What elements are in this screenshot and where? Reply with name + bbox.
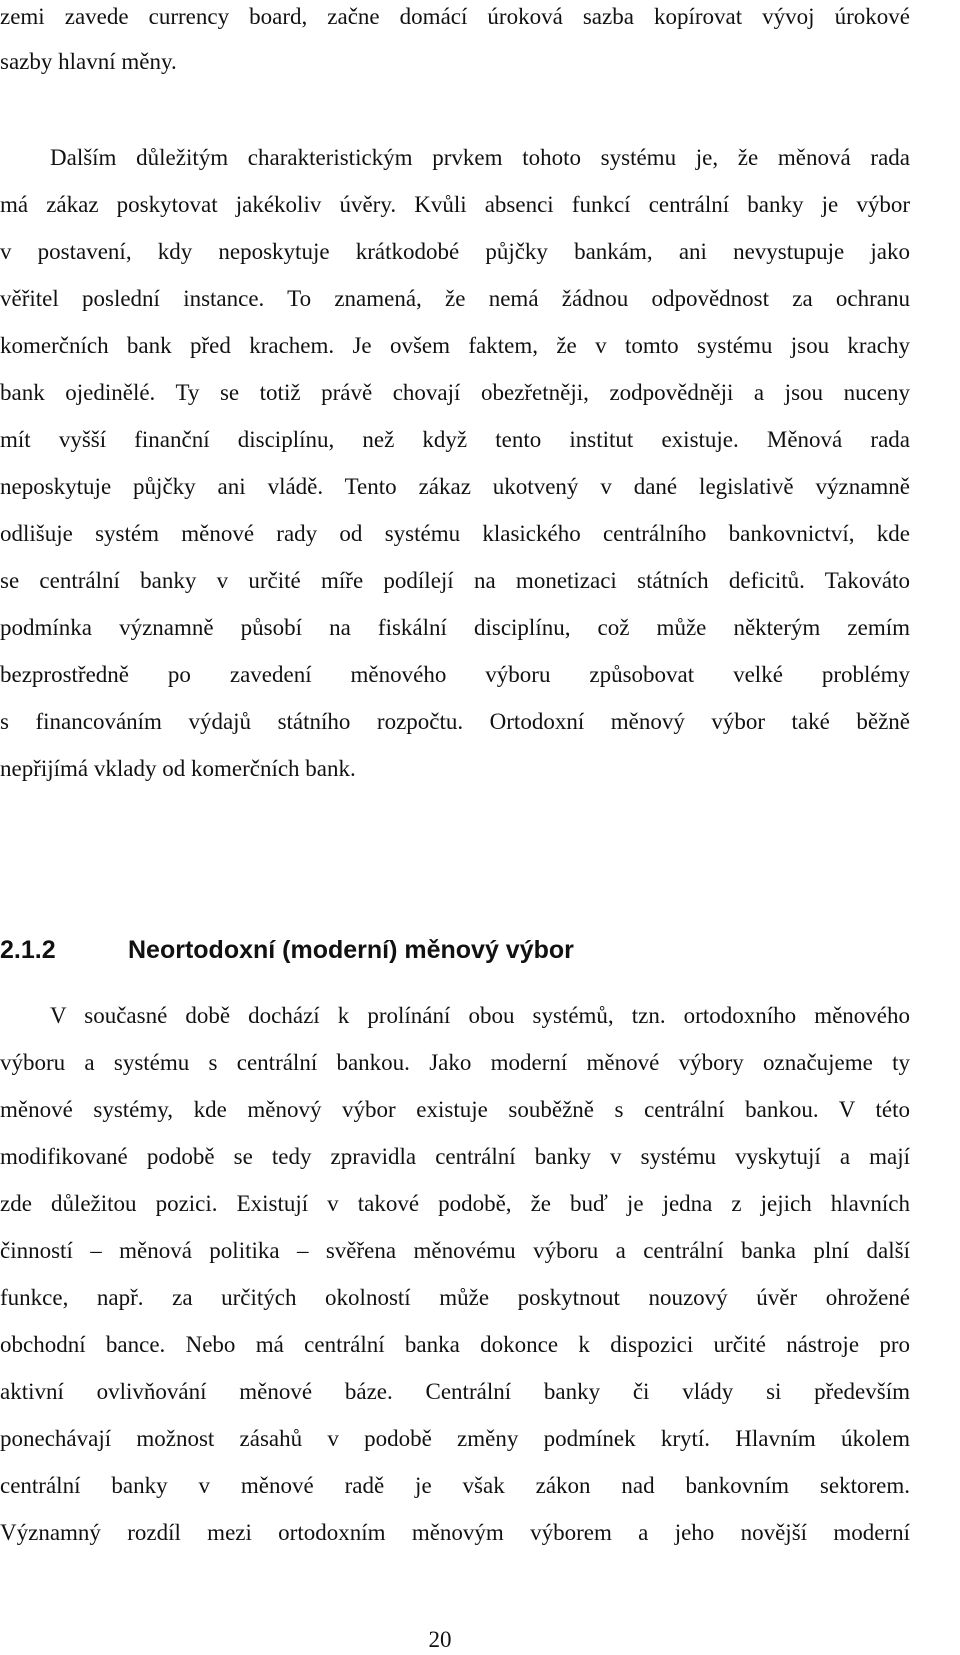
paragraph-line: centrální banky v měnové radě je však zákon nad bankovním sektorem. (0, 1473, 910, 1498)
paragraph-line: neposkytuje půjčky ani vládě. Tento zákaz ukotvený v dané legislativě významně (0, 474, 910, 499)
paragraph-line: v postavení, kdy neposkytuje krátkodobé půjčky bankám, ani nevystupuje jako (0, 239, 910, 264)
paragraph-line: ponechávají možnost zásahů v podobě změny podmínek krytí. Hlavním úkolem (0, 1426, 910, 1451)
paragraph-line: aktivní ovlivňování měnové báze. Centrální banky či vlády si především (0, 1379, 910, 1404)
paragraph-line: s financováním výdajů státního rozpočtu. Ortodoxní měnový výbor také běžně (0, 709, 910, 734)
section-number: 2.1.2 (0, 936, 56, 964)
paragraph-line: Dalším důležitým charakteristickým prvkem tohoto systému je, že měnová rada (50, 145, 910, 170)
section-heading (0, 930, 574, 970)
paragraph-line: bank ojedinělé. Ty se totiž právě chovají obezřetněji, zodpovědněji a jsou nuceny (0, 380, 910, 405)
paragraph-line: sazby hlavní měny. (0, 49, 177, 74)
paragraph-line: měnové systémy, kde měnový výbor existuje souběžně s centrální bankou. V této (0, 1097, 910, 1122)
paragraph-line: modifikované podobě se tedy zpravidla centrální banky v systému vyskytují a mají (0, 1144, 910, 1169)
paragraph-line: obchodní bance. Nebo má centrální banka dokonce k dispozici určité nástroje pro (0, 1332, 910, 1357)
paragraph-line: má zákaz poskytovat jakékoliv úvěry. Kvůli absenci funkcí centrální banky je výbor (0, 192, 910, 217)
paragraph-line: bezprostředně po zavedení měnového výboru způsobovat velké problémy (0, 662, 910, 687)
paragraph-line: komerčních bank před krachem. Je ovšem faktem, že v tomto systému jsou krachy (0, 333, 910, 358)
paragraph-line: zemi zavede currency board, začne domácí úroková sazba kopírovat vývoj úrokové (0, 4, 910, 29)
paragraph-line: odlišuje systém měnové rady od systému klasického centrálního bankovnictví, kde (0, 521, 910, 546)
paragraph-line: mít vyšší finanční disciplínu, než když tento institut existuje. Měnová rada (0, 427, 910, 452)
paragraph-line: činností – měnová politika – svěřena měnovému výboru a centrální banka plní další (0, 1238, 910, 1263)
paragraph-line: zde důležitou pozici. Existují v takové podobě, že buď je jedna z jejich hlavních (0, 1191, 910, 1216)
section-title: Neortodoxní (moderní) měnový výbor (128, 936, 574, 964)
paragraph-line: V současné době dochází k prolínání obou systémů, tzn. ortodoxního měnového (50, 1003, 910, 1028)
paragraph-line: funkce, např. za určitých okolností může poskytnout nouzový úvěr ohrožené (0, 1285, 910, 1310)
paragraph-line: věřitel poslední instance. To znamená, že nemá žádnou odpovědnost za ochranu (0, 286, 910, 311)
paragraph-line: se centrální banky v určité míře podílejí na monetizaci státních deficitů. Takováto (0, 568, 910, 593)
paragraph-line: výboru a systému s centrální bankou. Jako moderní měnové výbory označujeme ty (0, 1050, 910, 1075)
page-number: 20 (428, 1627, 452, 1652)
paragraph-line: Významný rozdíl mezi ortodoxním měnovým výborem a jeho novější moderní (0, 1520, 910, 1545)
paragraph-line: nepřijímá vklady od komerčních bank. (0, 756, 356, 781)
paragraph-line: podmínka významně působí na fiskální disciplínu, což může některým zemím (0, 615, 910, 640)
